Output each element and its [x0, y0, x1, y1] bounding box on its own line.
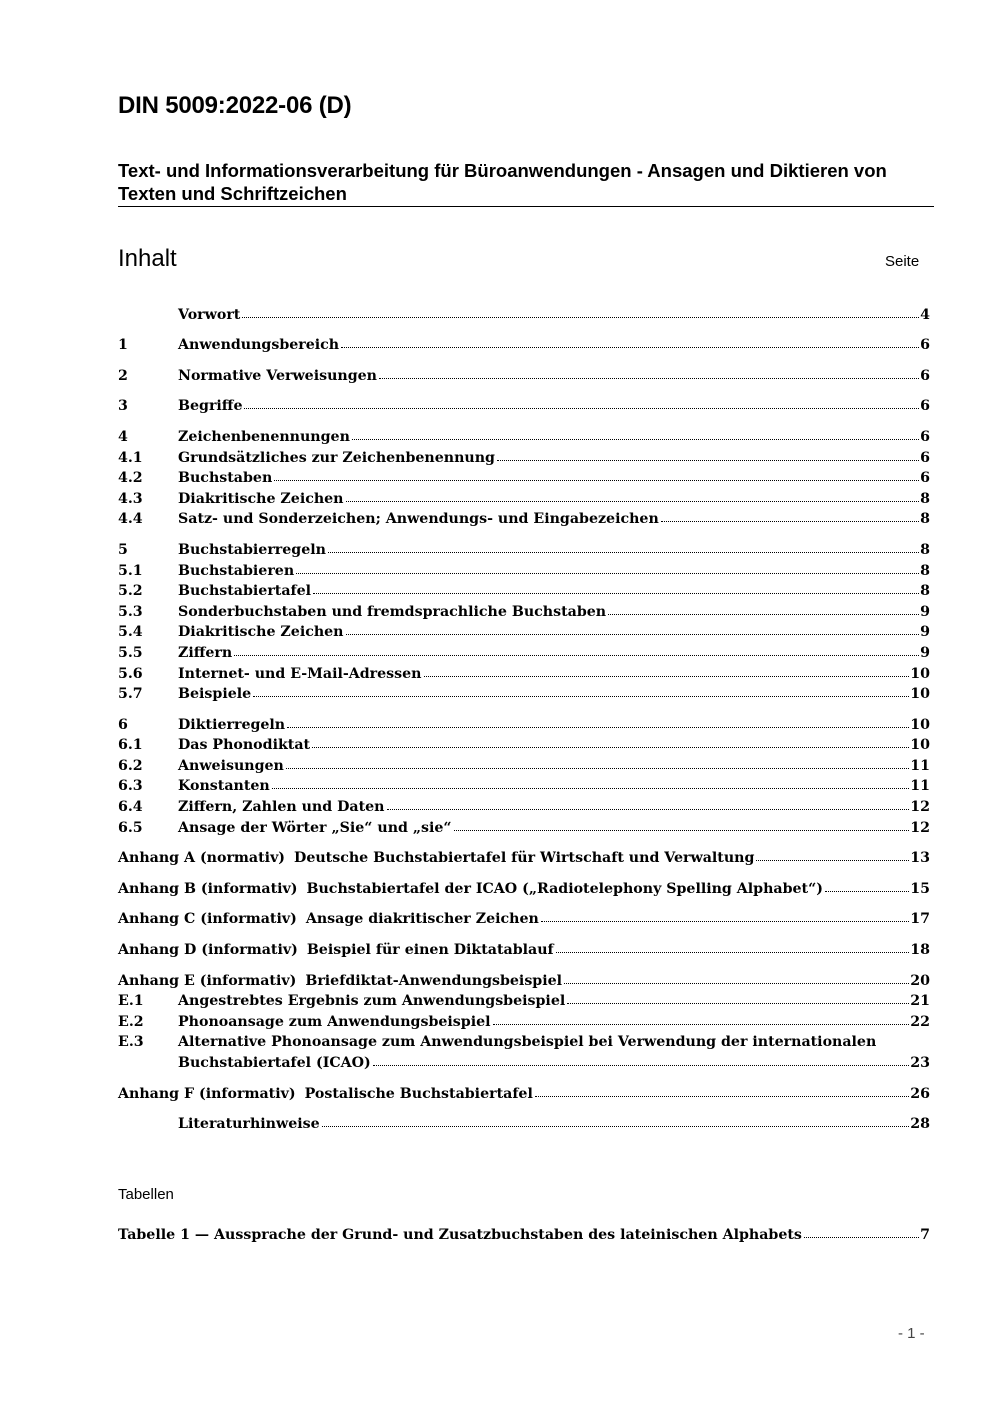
- toc-entry-title: Alternative Phonoansage zum Anwendungsbeispiel bei Verwendung der internationalen: [178, 1034, 877, 1051]
- toc-entry[interactable]: [118, 507, 930, 528]
- toc-entry-page: 6: [920, 470, 930, 487]
- toc-entry-page: 10: [910, 716, 930, 733]
- toc-entry-page: 12: [910, 819, 930, 836]
- toc-heading: Inhalt: [118, 245, 177, 272]
- toc-entry[interactable]: [118, 774, 930, 795]
- toc-entry[interactable]: [118, 1009, 930, 1030]
- toc-entry-number: 6.4: [118, 799, 143, 816]
- toc-entry-annex-label: Anhang F (informativ): [118, 1085, 296, 1102]
- toc-entry[interactable]: [118, 1112, 930, 1133]
- toc-entry-page: 8: [920, 541, 930, 558]
- toc-entry-page: 9: [920, 603, 930, 620]
- toc-entry-title: Diakritische Zeichen: [178, 624, 344, 641]
- toc-entry-annex-label: Anhang D (informativ): [118, 942, 298, 959]
- toc-entry[interactable]: [118, 815, 930, 836]
- toc-dot-leader: [567, 1003, 909, 1004]
- toc-dot-leader: [804, 1237, 919, 1238]
- toc-entry[interactable]: [118, 579, 930, 600]
- toc-dot-leader: [497, 460, 919, 461]
- toc-entry-page: 4: [920, 306, 930, 323]
- toc-entry-page: 6: [920, 398, 930, 415]
- toc-entry-title: Diakritische Zeichen: [178, 490, 344, 507]
- toc-entry-page: 22: [910, 1013, 930, 1030]
- toc-entry-number: 5: [118, 541, 128, 558]
- table-entry-title: Tabelle 1 — Aussprache der Grund- und Zusatzbuchstaben des lateinischen Alphabets: [118, 1226, 802, 1243]
- toc-entry-title: Begriffe: [178, 398, 243, 415]
- toc-entry-number: 6.3: [118, 778, 143, 795]
- toc-dot-leader: [756, 860, 909, 861]
- toc-entry[interactable]: [118, 794, 930, 815]
- toc-dot-leader: [312, 747, 909, 748]
- title-divider: [118, 206, 934, 207]
- toc-entry-page: 26: [910, 1085, 930, 1102]
- toc-entry-title: Ziffern: [178, 644, 233, 661]
- toc-dot-leader: [373, 1065, 910, 1066]
- toc-entry-page: 6: [920, 449, 930, 466]
- toc-entry-page: 13: [910, 850, 930, 867]
- toc-entry-page: 23: [910, 1055, 930, 1071]
- toc-entry-title: Internet- und E-Mail-Adressen: [178, 665, 422, 682]
- toc-entry-number: 4.3: [118, 490, 143, 507]
- toc-entry[interactable]: [118, 558, 930, 579]
- toc-entry-page: 17: [910, 911, 930, 928]
- toc-entry-title: Angestrebtes Ergebnis zum Anwendungsbeispiel: [178, 993, 566, 1010]
- toc-entry[interactable]: [118, 363, 930, 384]
- toc-entry-title: Buchstabierregeln: [178, 541, 326, 558]
- toc-entry-title: Zeichenbenennungen: [178, 428, 350, 445]
- toc-entry-title: Anwendungsbereich: [178, 337, 340, 354]
- toc-entry-page: 10: [910, 686, 930, 703]
- toc-dot-leader: [379, 378, 919, 379]
- toc-dot-leader: [346, 501, 920, 502]
- toc-dot-leader: [286, 768, 909, 769]
- toc-entry-number: 4.4: [118, 511, 143, 528]
- toc-entry[interactable]: [118, 1030, 930, 1051]
- toc-entry-title: Buchstaben: [178, 470, 273, 487]
- toc-entry-title: Ziffern, Zahlen und Daten: [178, 799, 385, 816]
- toc-entry-title: Literaturhinweise: [178, 1116, 320, 1133]
- toc-entry[interactable]: [118, 661, 930, 682]
- toc-entry-title: Normative Verweisungen: [178, 367, 377, 384]
- toc-entry-page: 20: [910, 972, 930, 989]
- toc-entry-number: 5.6: [118, 665, 143, 682]
- toc-entry[interactable]: [118, 537, 930, 558]
- toc-entry-number: 5.4: [118, 624, 143, 641]
- toc-page-column-heading: Seite: [885, 253, 920, 270]
- toc-entry-number: 2: [118, 367, 128, 384]
- toc-entry-annex-label: Anhang E (informativ): [118, 972, 297, 989]
- toc-entry-page: 28: [910, 1116, 930, 1133]
- toc-entry-number: 5.2: [118, 583, 143, 600]
- toc-entry[interactable]: [118, 876, 930, 897]
- toc-entry-title: Postalische Buchstabiertafel: [304, 1085, 533, 1102]
- toc-entry-title: Konstanten: [178, 778, 270, 795]
- toc-entry-page: 12: [910, 799, 930, 816]
- toc-entry-number: 4.2: [118, 470, 143, 487]
- toc-entry-annex-label: Anhang A (normativ): [118, 850, 286, 867]
- toc-entry-title: Buchstabiertafel: [178, 583, 312, 600]
- toc-entry-number: E.1: [118, 993, 144, 1010]
- table-entry-page: 7: [920, 1226, 930, 1243]
- toc-entry[interactable]: [118, 599, 930, 620]
- toc-entry-title: Sonderbuchstaben und fremdsprachliche Buchstaben: [178, 603, 607, 620]
- toc-entry-page: 9: [920, 624, 930, 641]
- toc-entry[interactable]: [118, 445, 930, 466]
- toc-dot-leader: [387, 809, 910, 810]
- table-list-entry[interactable]: [118, 1222, 930, 1243]
- toc-entry[interactable]: [118, 1081, 930, 1102]
- toc-entry-page: 15: [910, 880, 930, 897]
- toc-entry-number: 4: [118, 428, 128, 445]
- toc-entry-number: 3: [118, 398, 128, 415]
- toc-dot-leader: [313, 593, 919, 594]
- toc-entry-page: 8: [920, 562, 930, 579]
- toc-dot-leader: [556, 952, 910, 953]
- page-number: - 1 -: [898, 1325, 925, 1342]
- toc-entry-title: Phonoansage zum Anwendungsbeispiel: [178, 1013, 491, 1030]
- toc-entry-title: Buchstabieren: [178, 562, 295, 579]
- toc-dot-leader: [234, 655, 919, 656]
- toc-entry-title: Diktierregeln: [178, 716, 286, 733]
- toc-entry-number: 5.5: [118, 644, 143, 661]
- toc-entry-page: 8: [920, 583, 930, 600]
- toc-entry-title: Beispiele: [178, 686, 252, 703]
- toc-entry-title: Grundsätzliches zur Zeichenbenennung: [178, 449, 495, 466]
- document-subtitle: Text- und Informationsverarbeitung für Büroanwendungen - Ansagen und Diktieren von Texten und Schriftzeichen: [118, 160, 887, 204]
- toc-entry[interactable]: [118, 712, 930, 733]
- toc-entry-page: 11: [910, 757, 930, 774]
- tables-heading: Tabellen: [118, 1186, 174, 1203]
- toc-entry-page: 21: [910, 993, 930, 1010]
- toc-entry-number: 5.1: [118, 562, 143, 579]
- toc-entry-number: 6.1: [118, 737, 143, 754]
- toc-entry[interactable]: [118, 682, 930, 703]
- toc-dot-leader: [608, 614, 919, 615]
- toc-dot-leader: [296, 573, 919, 574]
- toc-entry-page: 8: [920, 490, 930, 507]
- toc-entry[interactable]: [118, 989, 930, 1010]
- toc-entry[interactable]: [118, 937, 930, 958]
- toc-entry[interactable]: [118, 486, 930, 507]
- toc-entry-title: Ansage diakritischer Zeichen: [305, 911, 539, 928]
- toc-entry-title: Vorwort: [178, 306, 241, 323]
- toc-entry[interactable]: [118, 333, 930, 354]
- toc-entry[interactable]: [118, 733, 930, 754]
- toc-dot-leader: [274, 480, 919, 481]
- toc-entry-page: 6: [920, 428, 930, 445]
- toc-entry-number: 4.1: [118, 449, 143, 466]
- toc-entry[interactable]: [118, 968, 930, 989]
- toc-entry-title: Ansage der Wörter „Sie“ und „sie“: [178, 819, 452, 836]
- toc-entry[interactable]: [118, 424, 930, 445]
- toc-entry-title: Satz- und Sonderzeichen; Anwendungs- und Eingabezeichen: [178, 511, 659, 528]
- toc-entry-annex-label: Anhang B (informativ): [118, 880, 298, 897]
- toc-entry-title: Anweisungen: [178, 757, 284, 774]
- toc-dot-leader: [661, 521, 919, 522]
- toc-entry[interactable]: [118, 466, 930, 487]
- toc-entry-number: 6.2: [118, 757, 143, 774]
- toc-entry[interactable]: [118, 753, 930, 774]
- toc-entry-title: Buchstabiertafel der ICAO („Radiotelephony Spelling Alphabet“): [306, 880, 823, 897]
- toc-dot-leader: [341, 347, 919, 348]
- toc-dot-leader: [564, 983, 909, 984]
- toc-dot-leader: [424, 676, 910, 677]
- toc-dot-leader: [541, 921, 909, 922]
- toc-entry-number: 5.3: [118, 603, 143, 620]
- toc-entry-page: 8: [920, 511, 930, 528]
- toc-entry-number: 1: [118, 337, 128, 354]
- toc-entry[interactable]: [118, 302, 930, 323]
- toc-entry-annex-label: Anhang C (informativ): [118, 911, 297, 928]
- toc-dot-leader: [242, 317, 919, 318]
- toc-entry-page: 11: [910, 778, 930, 795]
- toc-dot-leader: [535, 1096, 909, 1097]
- toc-entry-number: E.3: [118, 1034, 144, 1051]
- toc-entry[interactable]: [118, 394, 930, 415]
- toc-dot-leader: [454, 830, 910, 831]
- toc-dot-leader: [244, 408, 919, 409]
- toc-dot-leader: [272, 788, 910, 789]
- toc-entry-page: 10: [910, 665, 930, 682]
- toc-entry-page: 18: [910, 942, 930, 959]
- toc-entry-page: 10: [910, 737, 930, 754]
- toc-entry-page: 6: [920, 367, 930, 384]
- toc-dot-leader: [825, 891, 909, 892]
- toc-entry-title: Briefdiktat-Anwendungsbeispiel: [305, 972, 563, 989]
- toc-dot-leader: [287, 727, 909, 728]
- toc-entry-continuation[interactable]: [118, 1050, 930, 1071]
- toc-entry-number: 5.7: [118, 686, 143, 703]
- toc-entry-title: Beispiel für einen Diktatablauf: [306, 942, 554, 959]
- toc-dot-leader: [493, 1024, 910, 1025]
- toc-dot-leader: [352, 439, 919, 440]
- toc-entry-number: E.2: [118, 1013, 144, 1030]
- toc-dot-leader: [346, 634, 920, 635]
- toc-entry[interactable]: [118, 907, 930, 928]
- toc-entry[interactable]: [118, 620, 930, 641]
- toc-entry-title: Deutsche Buchstabiertafel für Wirtschaft und Verwaltung: [294, 850, 755, 867]
- table-of-contents: [118, 302, 930, 1132]
- toc-entry-number: 6.5: [118, 819, 143, 836]
- toc-dot-leader: [328, 552, 919, 553]
- toc-dot-leader: [253, 696, 909, 697]
- toc-dot-leader: [322, 1126, 910, 1127]
- toc-entry-number: 6: [118, 716, 128, 733]
- toc-entry-page: 6: [920, 337, 930, 354]
- toc-entry-page: 9: [920, 644, 930, 661]
- document-title: DIN 5009:2022-06 (D): [118, 92, 352, 119]
- list-of-tables: [118, 1222, 930, 1243]
- toc-entry[interactable]: [118, 640, 930, 661]
- toc-entry-title: Das Phonodiktat: [178, 737, 311, 754]
- toc-entry[interactable]: [118, 846, 930, 867]
- toc-entry-title-continued: Buchstabiertafel (ICAO): [178, 1055, 371, 1071]
